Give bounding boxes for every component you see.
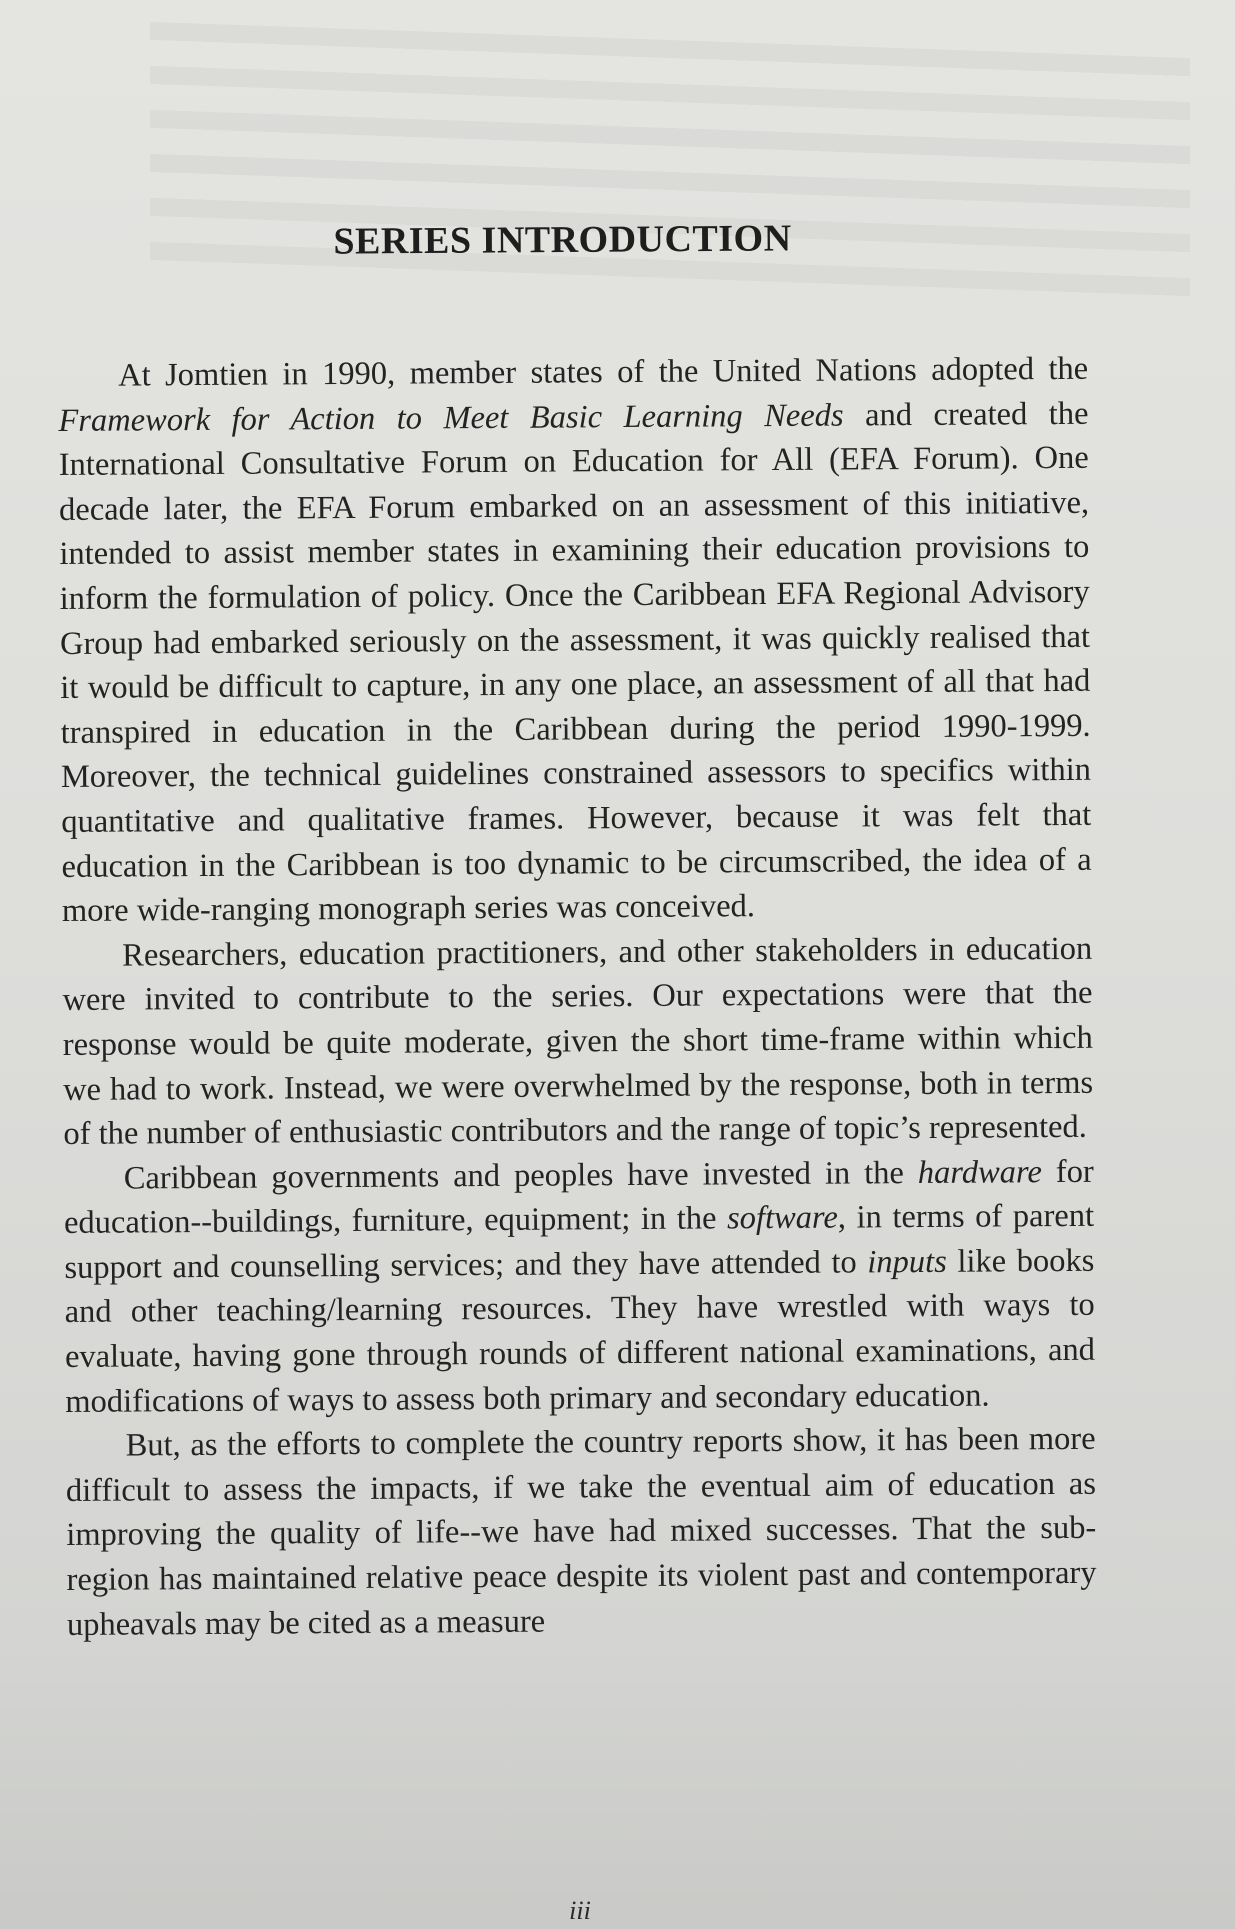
hardware-italic: hardware <box>917 1153 1042 1191</box>
paragraph-1-text-b: and created the International Consultative Forum on Education for All (EFA Forum). One decade later, the EFA Forum embarked on an assessment of this initiative, intended to assist member states in examining their education provisions to inform the formulation of policy. Once the Caribbean EFA Regional Advisory Group had embarked seriously on the assessment, it was quickly realised that it would be difficult to capture, in any one place, an assessment of all that had transpired in education in the Caribbean during the period 1990-1999. Moreover, the technical guidelines constrained assessors to specifics within quantitative and qualitative frames. However, because it was felt that education in the Caribbean is too dynamic to be circumscribed, the idea of a more wide-ranging monograph series was conceived. <box>58 395 1092 930</box>
paragraph-1 <box>58 347 1092 934</box>
paragraph-3-text-a: Caribbean governments and peoples have invested in the <box>123 1154 918 1197</box>
paragraph-3 <box>64 1149 1096 1424</box>
framework-title-italic: Framework for Action to Meet Basic Learning Needs <box>58 397 844 439</box>
body-text <box>58 347 1097 1647</box>
paragraph-1-text-a: At Jomtien in 1990, member states of the United Nations adopted the <box>118 350 1089 394</box>
paragraph-3-text-b: for education--buildings, furniture, equipment; in the <box>63 1153 1094 1242</box>
page-number: iii <box>569 1896 591 1925</box>
show-through-text <box>150 22 1190 318</box>
paragraph-4: But, as the efforts to complete the country reports show, it has been more difficult to assess the impacts, if we take the eventual aim of education as improving the quality of life--we have had mixed successes. That the sub-region has maintained relative peace despite its violent past and contemporary upheavals may be cited as a measure <box>65 1421 1097 1643</box>
inputs-italic: inputs <box>867 1243 947 1281</box>
paragraph-2: Researchers, education practitioners, and other stakeholders in education were invited to contribute to the series. Our expectations were that the response would be quite moderate, given the short time-frame within which we had to work. Instead, we were overwhelmed by the response, both in terms of the number of enthusiastic contributors and the range of topic’s represented. <box>62 930 1094 1153</box>
paragraph-3-text-c: , in terms of parent support and counselling services; and they have attended to <box>64 1198 1095 1286</box>
software-italic: software <box>726 1199 838 1237</box>
paragraph-3-text-d: like books and other teaching/learning resources. They have wrestled with ways to evaluate, having gone through rounds of different national examinations, and modifications of ways to assess both primary and secondary education. <box>64 1242 1096 1420</box>
page-title: SERIES INTRODUCTION <box>333 217 792 263</box>
